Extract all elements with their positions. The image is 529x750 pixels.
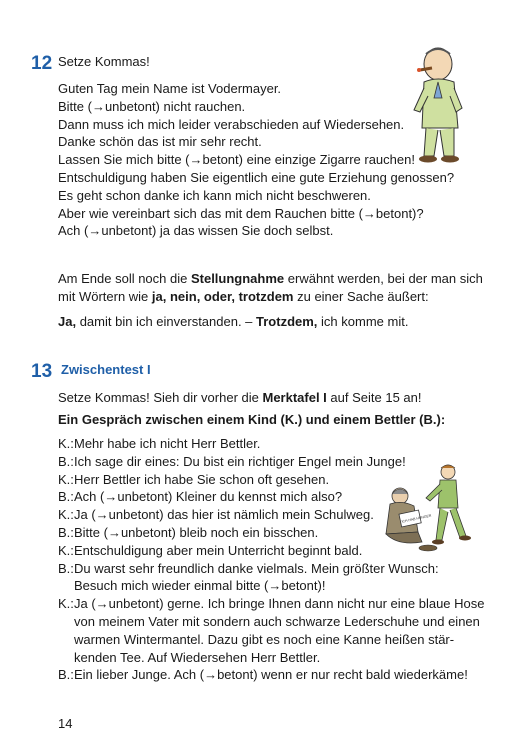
dialog-text: Besuch mich wieder einmal bitte (→betont)! <box>74 578 326 594</box>
dialog-row <box>58 560 439 578</box>
ex12-line: Bitte (→unbetont) nicht rauchen. <box>58 98 246 114</box>
example-emphasis: Ja, <box>58 314 77 329</box>
note-line-2 <box>58 288 498 306</box>
note-text: Am Ende soll noch die <box>58 271 191 286</box>
dialog-text: Du warst sehr freundlich danke vielmals. Mein größter Wunsch: <box>74 560 439 576</box>
note-emphasis: Stellungnahme <box>190 271 285 286</box>
dialog-text: Ich sage dir eines: Du bist ein richtiger Engel mein Junge! <box>74 453 406 469</box>
dialog-heading: Ein Gespräch zwischen einem Kind (K.) und einem Bettler (B.): <box>58 412 446 427</box>
dialog-text: Herr Bettler ich habe Sie schon oft gesehen. <box>74 471 330 487</box>
dialog-row <box>58 471 329 489</box>
ex12-line: Entschuldigung haben Sie eigentlich eine gute Erziehung genossen? <box>58 169 455 185</box>
dialog-row <box>58 506 374 524</box>
ex12-line: Ach (→unbetont) ja das wissen Sie doch selbst. <box>58 223 334 239</box>
beggar-and-boy-illustration <box>378 462 488 554</box>
dialog-row <box>58 488 342 506</box>
page-number: 14 <box>58 716 73 731</box>
note-emphasis: ja, nein, oder, trotzdem <box>151 288 294 304</box>
dialog-row-continued <box>58 613 480 631</box>
dialog-row <box>58 453 406 471</box>
ex12-line: Lassen Sie mich bitte (→betont) eine einzige Zigarre rauchen! <box>58 152 415 168</box>
example-text: ich komme mit. <box>317 314 409 329</box>
smoking-man-illustration <box>402 38 472 168</box>
ex12-line: Es geht schon danke ich kann mich nicht beschweren. <box>58 187 371 203</box>
speaker-label: B.: <box>58 453 74 469</box>
dialog-row <box>58 435 260 453</box>
dialog-row <box>58 666 468 684</box>
speaker-label: B.: <box>58 667 74 683</box>
ex12-line: Guten Tag mein Name ist Vodermayer. <box>58 81 282 96</box>
note-example <box>58 313 498 331</box>
dialog-text: Ja (→unbetont) das hier ist nämlich mein Schulweg. <box>74 507 374 523</box>
exercise-number-12: 12 <box>31 53 53 74</box>
exercise-12-title: Setze Kommas! <box>58 54 150 69</box>
exercise-13-instruction <box>58 389 498 407</box>
exercise-13-title: Zwischentest I <box>61 362 151 377</box>
dialog-row-continued <box>58 577 325 595</box>
instruction-text: Setze Kommas! Sieh dir vorher die <box>58 390 263 405</box>
note-text: mit Wörtern wie <box>58 288 152 304</box>
example-emphasis: Trotzdem, <box>256 314 318 329</box>
dialog-text: von meinem Vater mit sondern auch schwarze Lederschuhe und einen <box>74 614 480 629</box>
speaker-label: B.: <box>58 525 74 540</box>
speaker-label: K.: <box>58 542 74 558</box>
ex12-line: Danke schön das ist mir sehr recht. <box>58 134 262 150</box>
dialog-text: kenden Tee. Auf Wiedersehen Herr Bettler. <box>74 649 321 665</box>
speaker-label: B.: <box>58 489 74 505</box>
instruction-emphasis: Merktafel I <box>262 390 327 405</box>
instruction-text: auf Seite 15 an! <box>326 390 422 405</box>
dialog-text: Ja (→unbetont) gerne. Ich bringe Ihnen dann nicht nur eine blaue Hose <box>74 596 485 612</box>
dialog-text: Entschuldigung aber mein Unterricht beginnt bald. <box>74 542 363 558</box>
speaker-label: K.: <box>58 436 74 451</box>
speaker-label: K.: <box>58 507 74 523</box>
speaker-label: B.: <box>58 560 74 576</box>
note-text: zu einer Sache äußert: <box>293 288 429 304</box>
note-text: erwähnt werden, bei der man sich <box>284 271 483 286</box>
exercise-number-13: 13 <box>31 361 53 382</box>
dialog-row <box>58 542 362 560</box>
dialog-text: Ein lieber Junge. Ach (→betont) wenn er nur recht bald wiederkäme! <box>74 667 468 683</box>
dialog-text: Ach (→unbetont) Kleiner du kennst mich also? <box>74 489 343 505</box>
beggar-sign-text: ICH HAB HUNGER <box>401 513 432 524</box>
example-text: damit bin ich einverstanden. – <box>76 314 257 329</box>
dialog-text: warmen Wintermantel. Dazu gibt es noch eine Kanne heißen stär- <box>74 631 455 647</box>
dialog-text: Bitte (→unbetont) bleib noch ein bisschen. <box>74 525 319 540</box>
dialog-row <box>58 524 318 542</box>
ex12-line: Dann muss ich mich leider verabschieden auf Wiedersehen. <box>58 116 405 132</box>
speaker-label: K.: <box>58 471 74 487</box>
ex12-line: Aber wie vereinbart sich das mit dem Rauchen bitte (→betont)? <box>58 205 424 221</box>
note-paragraph <box>58 270 498 306</box>
dialog-row-continued <box>58 649 320 667</box>
dialog-row <box>58 595 485 613</box>
note-line-1 <box>58 270 498 288</box>
speaker-label: K.: <box>58 596 74 612</box>
dialog-text: Mehr habe ich nicht Herr Bettler. <box>74 436 261 451</box>
dialog-row-continued <box>58 631 454 649</box>
